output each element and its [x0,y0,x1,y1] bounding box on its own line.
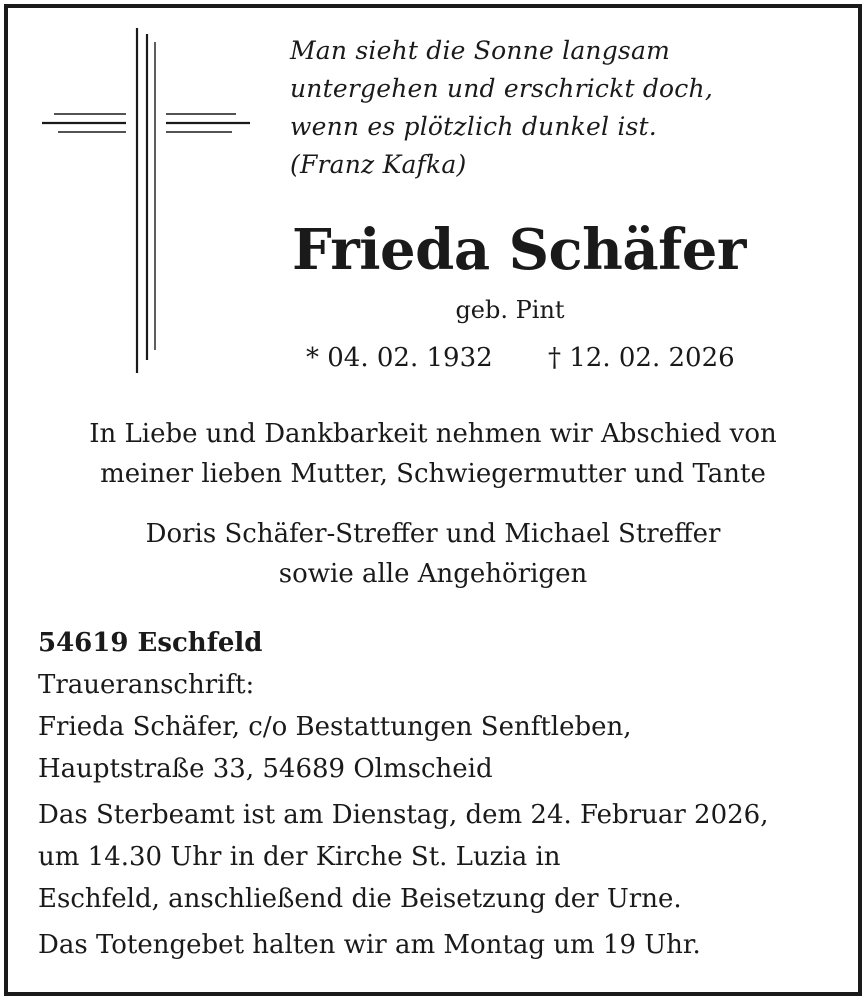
tribute-line: meiner lieben Mutter, Schwiegermutter und Tante [100,459,766,489]
death-date-group [548,338,735,378]
service-line: um 14.30 Uhr in der Kirche St. Luzia in [38,842,561,872]
service-line: Das Sterbeamt ist am Dienstag, dem 24. Februar 2026, [38,800,769,830]
birth-symbol: * [306,343,319,373]
place-heading: 54619 Eschfeld [38,628,263,658]
mourners [20,514,846,594]
service-line: Eschfeld, anschließend die Beisetzung der Urne. [38,884,682,914]
funeral-details [38,622,838,966]
address-line: Hauptstraße 33, 54689 Olmscheid [38,754,493,784]
tribute-line: In Liebe und Dankbarkeit nehmen wir Abschied von [89,419,777,449]
mourners-line: sowie alle Angehörigen [278,559,588,589]
birth-date: 04. 02. 1932 [327,343,493,373]
tribute-text [20,414,846,494]
death-date: 12. 02. 2026 [569,343,735,373]
quote-line: wenn es plötzlich dunkel ist. [290,112,657,141]
kafka-quote [290,32,830,184]
deceased-name: Frieda Schäfer [292,217,746,283]
address-label: Traueranschrift: [38,670,255,700]
death-symbol: † [548,343,561,373]
quote-author: (Franz Kafka) [290,150,467,179]
quote-line: Man sieht die Sonne langsam [290,36,670,65]
prayer-line: Das Totengebet halten wir am Montag um 19 Uhr. [38,930,701,960]
maiden-name: geb. Pint [455,296,565,324]
birth-date-group [306,338,493,378]
quote-line: untergehen und erschrickt doch, [290,74,713,103]
address-line: Frieda Schäfer, c/o Bestattungen Senftleben, [38,712,632,742]
cross-icon [40,28,252,373]
mourners-line: Doris Schäfer-Streffer und Michael Streffer [145,519,721,549]
